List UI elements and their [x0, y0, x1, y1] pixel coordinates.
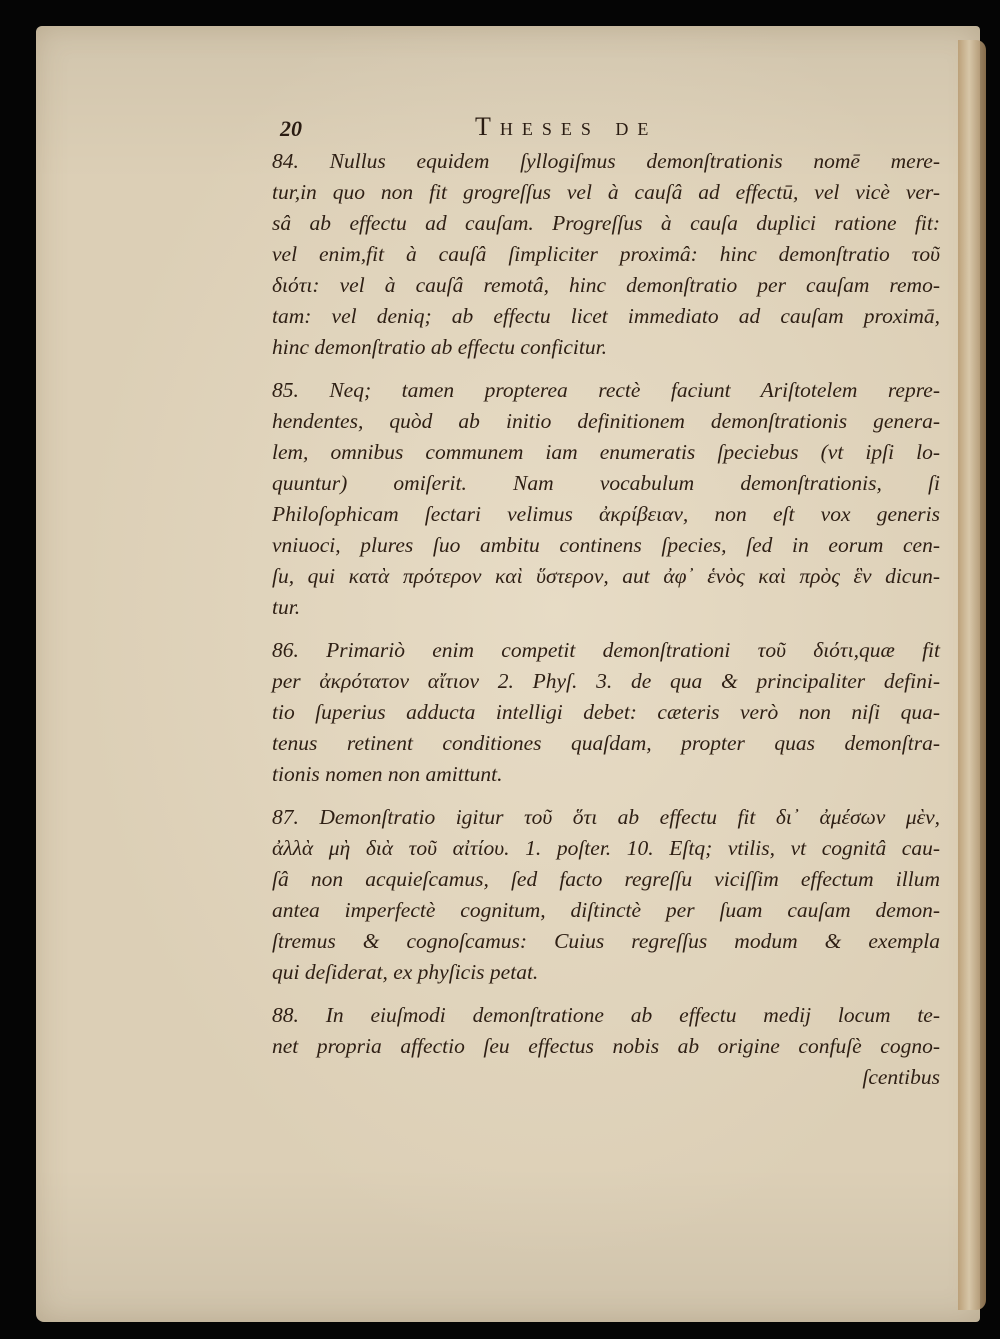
text-line: antea imperfectè cognitum, diſtinctè per ſuam cauſam demon- — [272, 898, 940, 922]
text-line: qui deſiderat, ex phyſicis petat. — [272, 960, 539, 984]
text-line: hinc demonſtratio ab effectu conficitur. — [272, 335, 607, 359]
text-line: quuntur) omiſerit. Nam vocabulum demonſtrationis, ſi — [272, 471, 940, 495]
text-line: hendentes, quòd ab initio definitionem demonſtrationis genera- — [272, 409, 940, 433]
running-head — [280, 112, 750, 146]
text-line: ſtremus & cognoſcamus: Cuius regreſſus modum & exempla — [272, 929, 940, 953]
paragraph-84 — [272, 146, 940, 363]
running-title: Theses de — [475, 112, 658, 141]
paragraph-85 — [272, 375, 940, 623]
text-line: tio ſuperius adducta intelligi debet: cæteris verò non niſi qua- — [272, 700, 940, 724]
paragraph-87 — [272, 802, 940, 988]
text-line: vel enim,fit à cauſâ ſimpliciter proximâ: hinc demonſtratio τοῦ — [272, 242, 940, 266]
text-line: tur,in quo non fit grogreſſus vel à cauſâ ad effectū, vel vicè ver- — [272, 180, 940, 204]
page-number: 20 — [280, 116, 302, 141]
text-line: tam: vel deniq; ab effectu licet immediato ad cauſam proximā, — [272, 304, 940, 328]
text-block — [272, 146, 940, 1105]
page-edge — [958, 40, 986, 1310]
paragraph-86 — [272, 635, 940, 790]
text-line: tionis nomen non amittunt. — [272, 762, 503, 786]
text-line: 84. Nullus equidem ſyllogiſmus demonſtrationis nomē mere- — [272, 149, 940, 173]
text-line: ſu, qui κατὰ πρότερον καὶ ὕστερον, aut ἀφ᾽ ἑνὸς καὶ πρὸς ἓν dicun- — [272, 564, 940, 588]
text-line: sâ ab effectu ad cauſam. Progreſſus à cauſa duplici ratione fit: — [272, 211, 940, 235]
text-line: 88. In eiuſmodi demonſtratione ab effectu medij locum te- — [272, 1003, 940, 1027]
text-line: per ἀκρότατον αἴτιον 2. Phyſ. 3. de qua & principaliter defini- — [272, 669, 940, 693]
text-line: Philoſophicam ſectari velimus ἀκρίβειαν, non eſt vox generis — [272, 502, 940, 526]
text-line: tur. — [272, 595, 301, 619]
paragraph-88 — [272, 1000, 940, 1093]
text-line: tenus retinent conditiones quaſdam, propter quas demonſtra- — [272, 731, 940, 755]
text-line: 86. Primariò enim competit demonſtrationi τοῦ διότι,quæ fit — [272, 638, 940, 662]
catchword: ſcentibus — [862, 1065, 940, 1089]
text-line: net propria affectio ſeu effectus nobis ab origine confuſè cogno- — [272, 1034, 940, 1058]
text-line: διότι: vel à cauſâ remotâ, hinc demonſtratio per cauſam remo- — [272, 273, 940, 297]
text-line: 87. Demonſtratio igitur τοῦ ὅτι ab effectu fit δι᾽ ἀμέσων μὲν, — [272, 805, 940, 829]
text-line: ἀλλὰ μὴ διὰ τοῦ αἰτίου. 1. poſter. 10. Eſtq; vtilis, vt cognitâ cau- — [272, 836, 940, 860]
text-line: ſâ non acquieſcamus, ſed facto regreſſu viciſſim effectum illum — [272, 867, 940, 891]
text-line: lem, omnibus communem iam enumeratis ſpeciebus (vt ipſi lo- — [272, 440, 940, 464]
text-line: vniuoci, plures ſuo ambitu continens ſpecies, ſed in eorum cen- — [272, 533, 940, 557]
text-line: 85. Neq; tamen propterea rectè faciunt Ariſtotelem repre- — [272, 378, 940, 402]
